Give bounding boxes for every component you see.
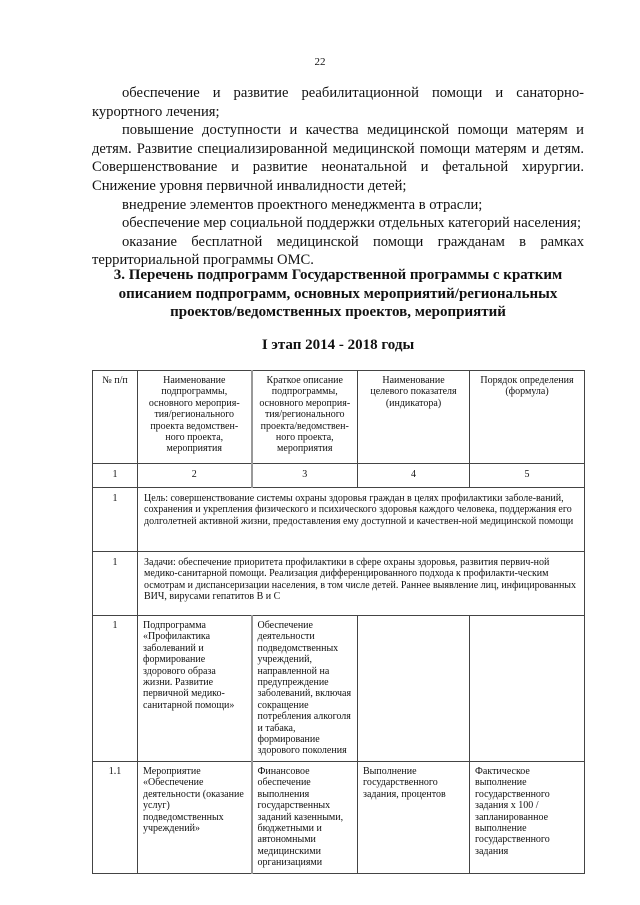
- goal-text: Цель: совершенствование системы охраны здоровья граждан в целях профилактики заболе-ваний, сохранения и укрепления физического и психического здоровья каждого человека, поддержания его долголетней активной жизни, предоставления ему доступной и качествен-ной медицинской помощи: [138, 488, 585, 552]
- row-name: Мероприятие «Обеспечение деятельности (оказание услуг) подведомственных учреждений»: [138, 761, 252, 873]
- row-number: 1: [93, 488, 138, 552]
- row-name: Подпрограмма «Профилактика заболеваний и формирование здорового образа жизни. Развитие первичной медико-санитарной помощи»: [138, 616, 252, 762]
- header-cell-indicator: Наименование целевого показателя (индикатора): [358, 371, 470, 464]
- column-numbers-row: [93, 464, 585, 488]
- stage-title: I этап 2014 - 2018 годы: [261, 337, 415, 353]
- subprograms-table: [92, 370, 585, 874]
- paragraph: оказание бесплатной медицинской помощи гражданам в рамках территориальной программы ОМС.: [92, 233, 584, 269]
- row-formula: [470, 616, 585, 762]
- column-number: 1: [93, 464, 138, 488]
- column-number: 2: [138, 464, 252, 488]
- header-cell-formula: Порядок определения (формула): [470, 371, 585, 464]
- row-indicator: [358, 616, 470, 762]
- row-number: 1.1: [93, 761, 138, 873]
- row-formula: Фактическое выполнение государственного задания x 100 / запланированное выполнение государственного задания: [470, 761, 585, 873]
- table-row: [93, 761, 585, 873]
- column-number: 4: [358, 464, 470, 488]
- section-heading: 3. Перечень подпрограмм Государственной программы с кратким описанием подпрограмм, основных мероприятий/региональных проектов/ведомственных проектов, мероприятий: [113, 267, 563, 320]
- header-cell-name: Наименование подпрограммы, основного мероприя-тия/регионального проекта ведомствен-ного проекта, мероприятия: [138, 371, 252, 464]
- task-row: [93, 552, 585, 616]
- task-text: Задачи: обеспечение приоритета профилактики в сфере охраны здоровья, развития первич-ной медико-санитарной помощи. Реализация дифференцированного подхода к профилакти-ческим осмотрам и диспансеризации населения, в том числе детей. Раннее выявление лиц, инфицированных ВИЧ, вирусами гепатитов В и С: [138, 552, 585, 616]
- body-text: [92, 84, 584, 270]
- paragraph: обеспечение мер социальной поддержки отдельных категорий населения;: [122, 215, 582, 232]
- column-number: 5: [470, 464, 585, 488]
- paragraph: повышение доступности и качества медицинской помощи матерям и детям. Развитие специализированной медицинской помощи матерям и детям. Совершенствование и развитие неонатальной и фетальной хирургии. Снижение уровня первичной инвалидности детей;: [92, 122, 584, 194]
- column-number: 3: [252, 464, 358, 488]
- table-header-row: [93, 371, 585, 464]
- page-number: 22: [314, 56, 326, 68]
- row-number: 1: [93, 616, 138, 762]
- table-row: [93, 616, 585, 762]
- row-indicator: Выполнение государственного задания, процентов: [358, 761, 470, 873]
- row-description: Финансовое обеспечение выполнения государственных заданий казенными, бюджетными и автономными медицинскими организациями: [252, 761, 358, 873]
- row-number: 1: [93, 552, 138, 616]
- row-description: Обеспечение деятельности подведомственных учреждений, направленной на предупреждение заболеваний, включая сокращение потребления алкоголя и табака, формирование здорового поколения: [252, 616, 358, 762]
- goal-row: [93, 488, 585, 552]
- paragraph: внедрение элементов проектного менеджмента в отрасли;: [122, 196, 483, 213]
- header-cell-number: № п/п: [93, 371, 138, 464]
- paragraph: обеспечение и развитие реабилитационной помощи и санаторно-курортного лечения;: [92, 85, 584, 120]
- header-cell-description: Краткое описание подпрограммы, основного мероприя-тия/регионального проекта/ведомствен-ного проекта, мероприятия: [252, 371, 358, 464]
